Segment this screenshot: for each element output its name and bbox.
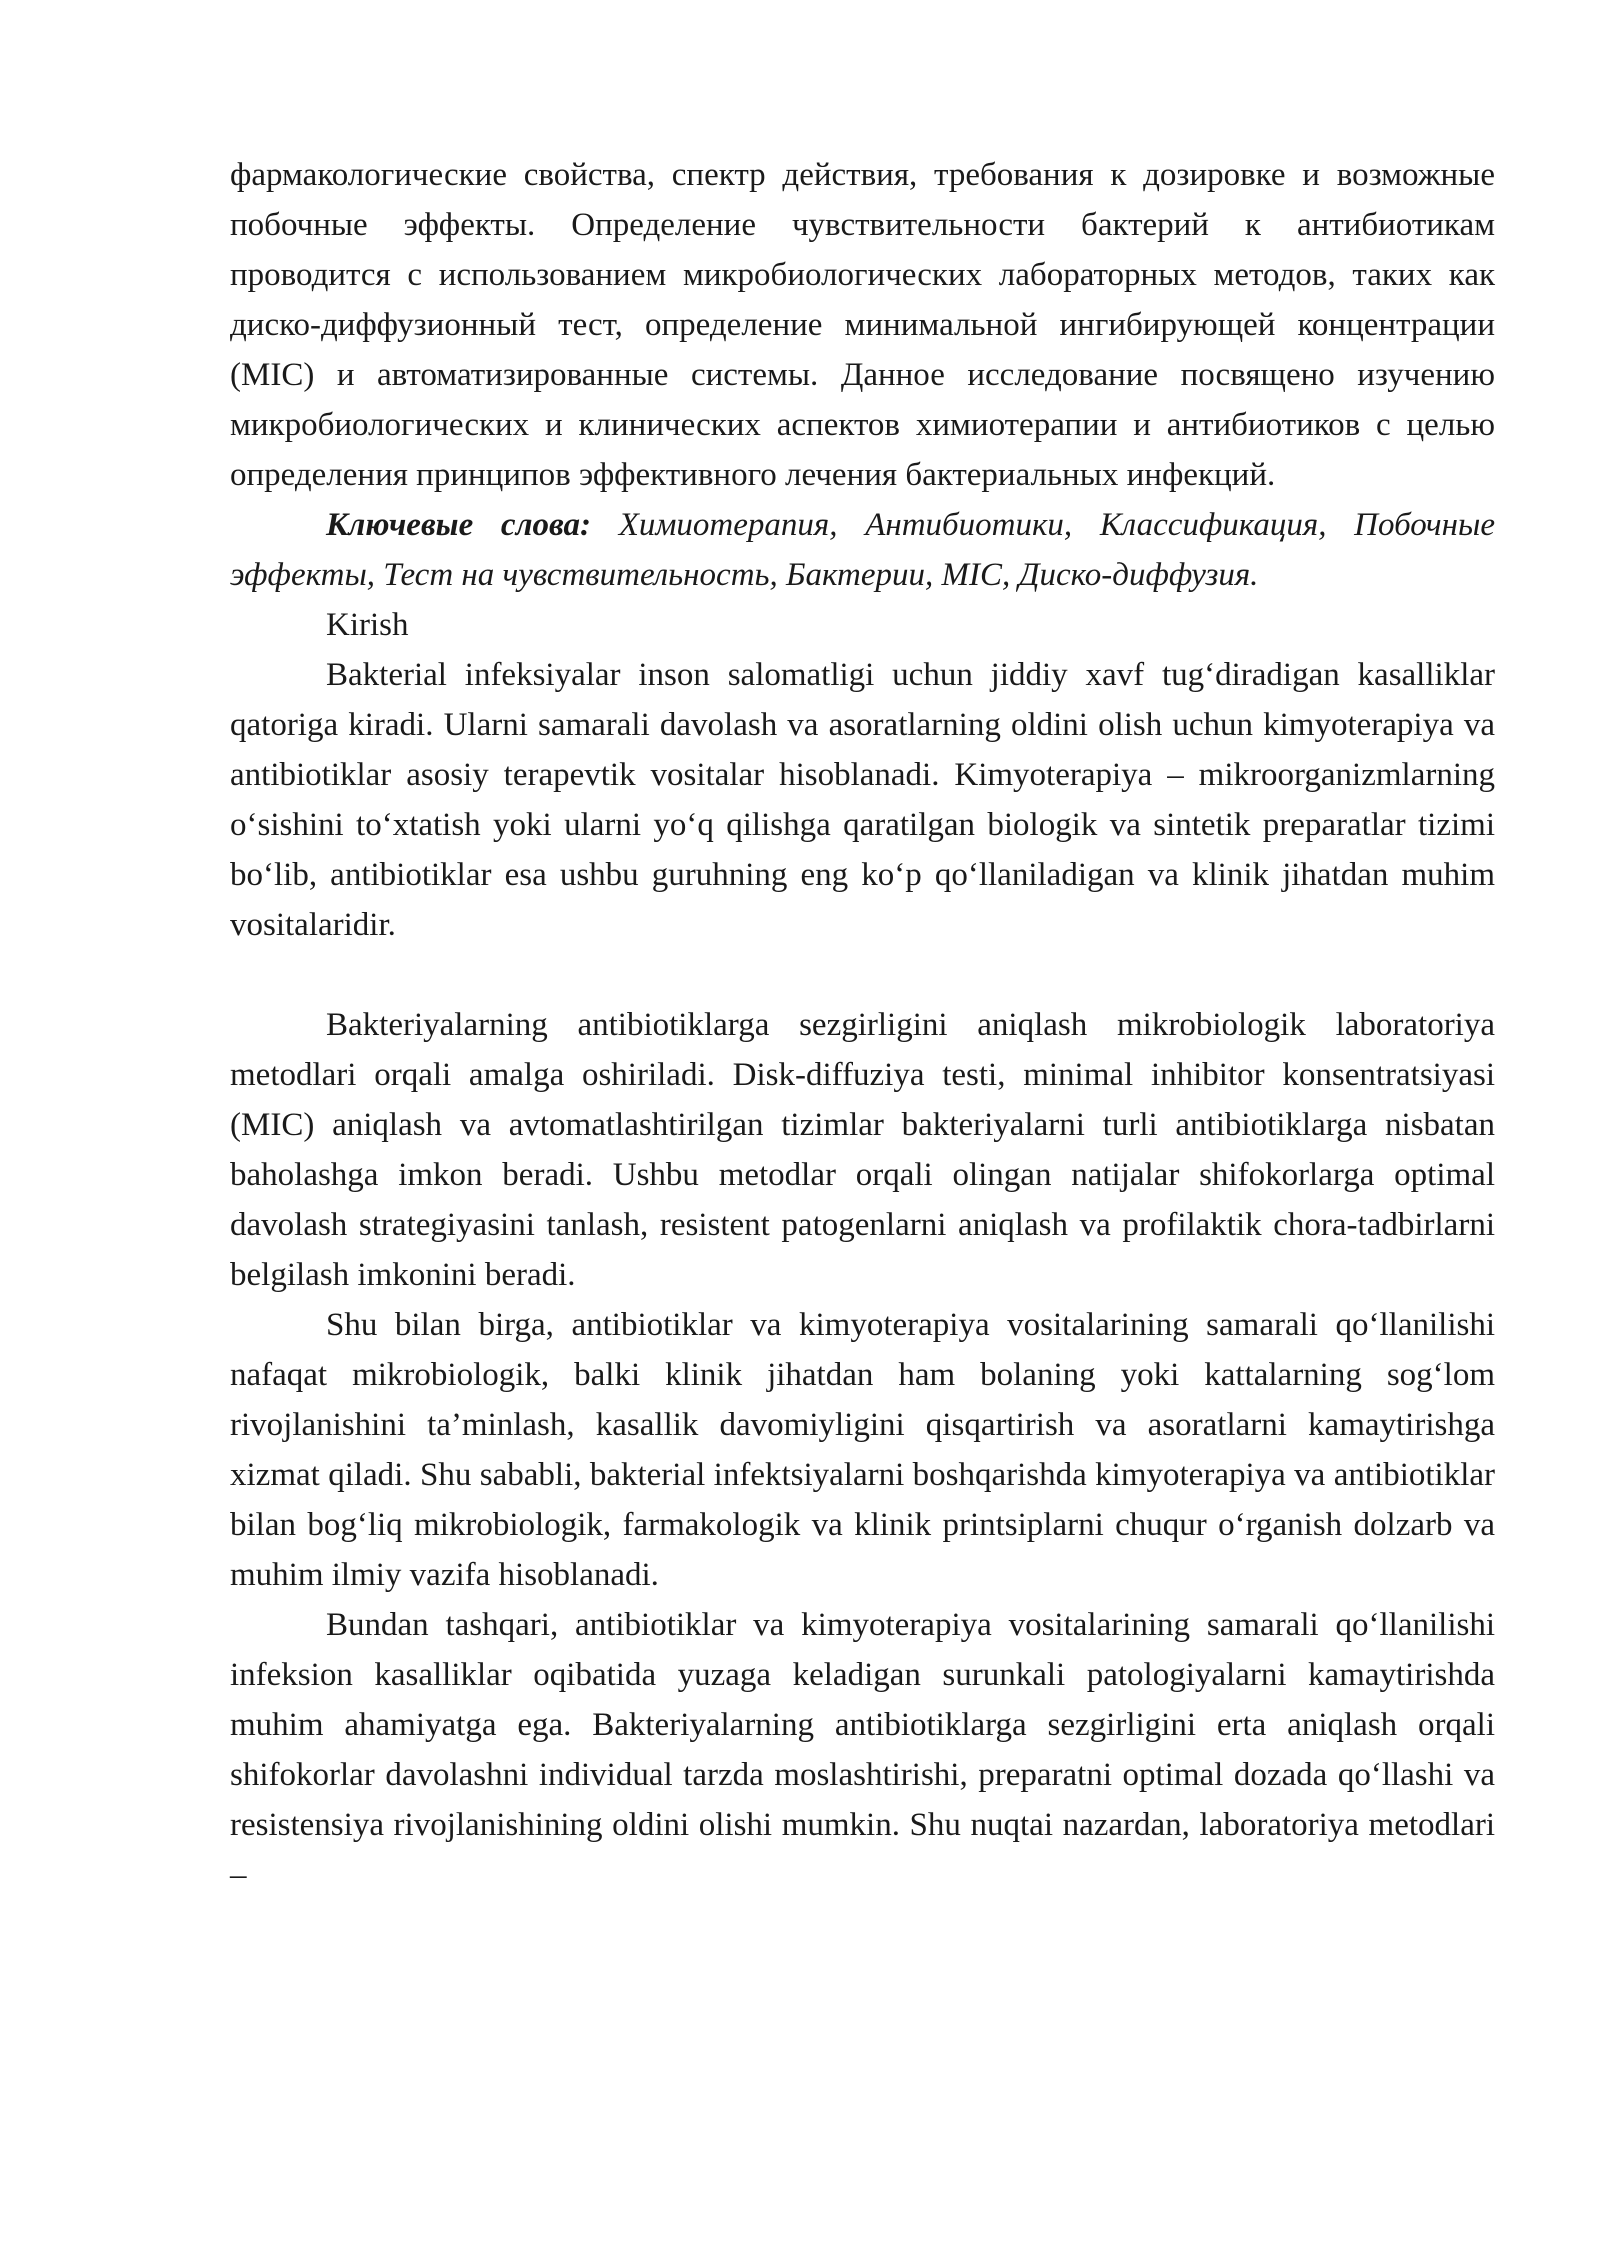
- body-paragraph-2: Bakteriyalarning antibiotiklarga sezgirligini aniqlash mikrobiologik laboratoriya metodlari orqali amalga oshiriladi. Disk-diffuziya testi, minimal inhibitor konsentratsiyasi (MIC) aniqlash va avtomatlashtirilgan tizimlar bakteriyalarni turli antibiotiklarga nisbatan baholashga imkon beradi. Ushbu metodlar orqali olingan natijalar shifokorlarga optimal davolash strategiyasini tanlash, resistent patogenlarni aniqlash va profilaktik chora-tadbirlarni belgilash imkonini beradi.: [230, 1007, 1495, 1293]
- document-body: [230, 150, 1495, 1900]
- paragraph-spacer: [230, 950, 1495, 1000]
- abstract-paragraph: фармакологические свойства, спектр действия, требования к дозировке и возможные побочные эффекты. Определение чувствительности бактерий к антибиотикам проводится с использованием микробиологических лабораторных методов, таких как диско-диффузионный тест, определение минимальной ингибирующей концентрации (MIC) и автоматизированные системы. Данное исследование посвящено изучению микробиологических и клинических аспектов химиотерапии и антибиотиков с целью определения принципов эффективного лечения бактериальных инфекций.: [230, 157, 1495, 493]
- keywords-label: Ключевые слова:: [326, 507, 592, 543]
- section-heading: Kirish: [326, 607, 409, 643]
- body-paragraph-4: Bundan tashqari, antibiotiklar va kimyoterapiya vositalarining samarali qo‘llanilishi infeksion kasalliklar oqibatida yuzaga keladigan surunkali patologiyalarni kamaytirishda muhim ahamiyatga ega. Bakteriyalarning antibiotiklarga sezgirligini erta aniqlash orqali shifokorlar davolashni individual tarzda moslashtirishi, preparatni optimal dozada qo‘llashi va resistensiya rivojlanishining oldini olishi mumkin. Shu nuqtai nazardan, laboratoriya metodlari –: [230, 1607, 1495, 1893]
- body-paragraph-1: Bakterial infeksiyalar inson salomatligi uchun jiddiy xavf tug‘diradigan kasalliklar qatoriga kiradi. Ularni samarali davolash va asoratlarning oldini olish uchun kimyoterapiya va antibiotiklar asosiy terapevtik vositalar hisoblanadi. Kimyoterapiya – mikroorganizmlarning o‘sishini to‘xtatish yoki ularni yo‘q qilishga qaratilgan biologik va sintetik preparatlar tizimi bo‘lib, antibiotiklar esa ushbu guruhning eng ko‘p qo‘llaniladigan va klinik jihatdan muhim vositalaridir.: [230, 657, 1495, 943]
- keywords-paragraph: [230, 500, 1495, 600]
- body-paragraph-3: Shu bilan birga, antibiotiklar va kimyoterapiya vositalarining samarali qo‘llanilishi nafaqat mikrobiologik, balki klinik jihatdan ham bolaning yoki kattalarning sog‘lom rivojlanishini ta’minlash, kasallik davomiyligini qisqartirish va asoratlarni kamaytirishga xizmat qiladi. Shu sababli, bakterial infektsiyalarni boshqarishda kimyoterapiya va antibiotiklar bilan bog‘liq mikrobiologik, farmakologik va klinik printsiplarni chuqur o‘rganish dolzarb va muhim ilmiy vazifa hisoblanadi.: [230, 1307, 1495, 1593]
- keywords-list: Химиотерапия, Антибиотики, Классификация, Побочные эффекты, Тест на чувствительность, Бактерии, MIC, Диско-диффузия.: [230, 507, 1495, 593]
